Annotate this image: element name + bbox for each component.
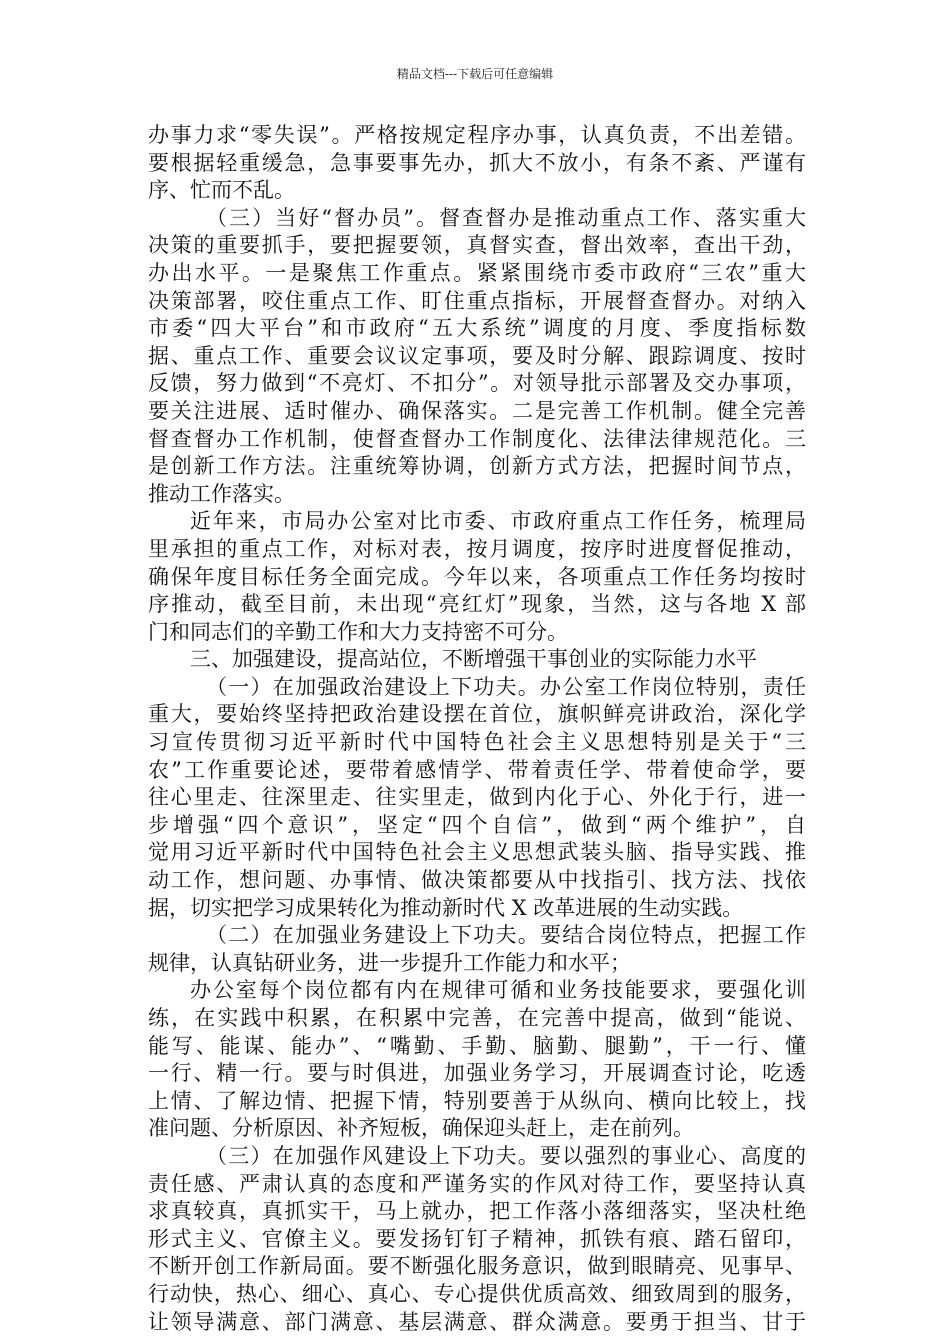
text-line: 确保年度目标任务全面完成。今年以来，各项重点工作任务均按时 xyxy=(148,564,806,589)
text-line: 农”工作重要论述，要带着感情学、带着责任学、带着使命学，要 xyxy=(148,757,806,782)
text-line: （二）在加强业务建设上下功夫。要结合岗位特点，把握工作 xyxy=(206,923,806,948)
text-line: 要根据轻重缓急，急事要事先办，抓大不放小，有条不紊、严谨有 xyxy=(148,150,806,175)
text-line: 步增强“四个意识”，坚定“四个自信”，做到“两个维护”，自 xyxy=(148,812,806,837)
text-line: 序、忙而不乱。 xyxy=(148,178,295,203)
text-line: 决策部署，咬住重点工作、盯住重点指标，开展督查督办。对纳入 xyxy=(148,288,806,313)
text-line: 市委“四大平台”和市政府“五大系统”调度的月度、季度指标数 xyxy=(148,316,806,341)
text-line: 重大，要始终坚持把政治建设摆在首位，旗帜鲜亮讲政治，深化学 xyxy=(148,702,806,727)
text-line: 办公室每个岗位都有内在规律可循和业务技能要求，要强化训 xyxy=(190,978,806,1003)
text-line: 办事力求“零失误”。严格按规定程序办事，认真负责，不出差错。 xyxy=(148,123,806,147)
text-line: （三）在加强作风建设上下功夫。要以强烈的事业心、高度的 xyxy=(206,1143,806,1168)
text-line: 不断开创工作新局面。要不断强化服务意识，做到眼睛亮、见事早、 xyxy=(148,1254,806,1279)
text-line: 往心里走、往深里走、往实里走，做到内化于心、外化于行，进一 xyxy=(148,785,806,810)
text-line: 决策的重要抓手，要把握要领，真督实查，督出效率，查出干劲， xyxy=(148,233,806,258)
text-line: 规律，认真钻研业务，进一步提升工作能力和水平； xyxy=(148,950,631,975)
text-line: 门和同志们的辛勤工作和大力支持密不可分。 xyxy=(148,619,568,644)
text-line: 行动快，热心、细心、真心、专心提供优质高效、细致周到的服务， xyxy=(148,1281,806,1306)
text-line: 办出水平。一是聚焦工作重点。紧紧围绕市委市政府“三农”重大 xyxy=(148,260,806,285)
text-line: 推动工作落实。 xyxy=(148,481,295,506)
text-line: 觉用习近平新时代中国特色社会主义思想武装头脑、指导实践、推 xyxy=(148,840,806,865)
document-body xyxy=(148,122,806,1336)
text-line: 能写、能谋、能办”、“嘴勤、手勤、脑勤、腿勤”，干一行、懂 xyxy=(148,1033,806,1058)
text-line: 三、加强建设，提高站位，不断增强干事创业的实际能力水平 xyxy=(190,647,757,672)
text-line: 习宣传贯彻习近平新时代中国特色社会主义思想特别是关于“三 xyxy=(148,730,806,755)
text-line: 一行、精一行。要与时俱进，加强业务学习，开展调查讨论，吃透 xyxy=(148,1061,806,1086)
text-line: 求真较真，真抓实干，马上就办，把工作落小落细落实，坚决杜绝 xyxy=(148,1199,806,1224)
text-line: 动工作，想问题、办事情、做决策都要从中找指引、找方法、找依 xyxy=(148,868,806,893)
text-line: 责任感、严肃认真的态度和严谨务实的作风对待工作，要坚持认真 xyxy=(148,1171,806,1196)
text-line: 里承担的重点工作，对标对表，按月调度，按序时进度督促推动， xyxy=(148,536,806,561)
text-line: 是创新工作方法。注重统筹协调，创新方式方法，把握时间节点， xyxy=(148,454,806,479)
text-line: 据，切实把学习成果转化为推动新时代 X 改革进展的生动实践。 xyxy=(148,895,744,920)
text-line: 要关注进展、适时催办、确保落实。二是完善工作机制。健全完善 xyxy=(148,398,806,423)
text-line: 准问题、分析原因、补齐短板，确保迎头赶上，走在前列。 xyxy=(148,1116,694,1141)
text-line: 近年来，市局办公室对比市委、市政府重点工作任务，梳理局 xyxy=(190,509,806,534)
text-line: 督查督办工作机制，使督查督办工作制度化、法律法律规范化。三 xyxy=(148,426,806,451)
text-line: 据、重点工作、重要会议议定事项，要及时分解、跟踪调度、按时 xyxy=(148,343,806,368)
text-line: （三）当好“督办员”。督查督办是推动重点工作、落实重大 xyxy=(206,205,806,230)
text-line: 练，在实践中积累，在积累中完善，在完善中提高，做到“能说、 xyxy=(148,1006,806,1030)
text-line: 反馈，努力做到“不亮灯、不扣分”。对领导批示部署及交办事项， xyxy=(148,371,806,396)
text-line: 形式主义、官僚主义。要发扬钉钉子精神，抓铁有痕、踏石留印， xyxy=(148,1226,806,1251)
page-header: 精品文档---下载后可任意编辑 xyxy=(396,67,554,81)
text-line: （一）在加强政治建设上下功夫。办公室工作岗位特别，责任 xyxy=(206,674,806,699)
text-line: 序推动，截至目前，未出现“亮红灯”现象，当然，这与各地 X 部 xyxy=(148,592,806,617)
text-line: 上情、了解边情、把握下情，特别要善于从纵向、横向比较上，找 xyxy=(148,1088,806,1113)
text-line: 让领导满意、部门满意、基层满意、群众满意。要勇于担当、甘于 xyxy=(148,1309,806,1334)
